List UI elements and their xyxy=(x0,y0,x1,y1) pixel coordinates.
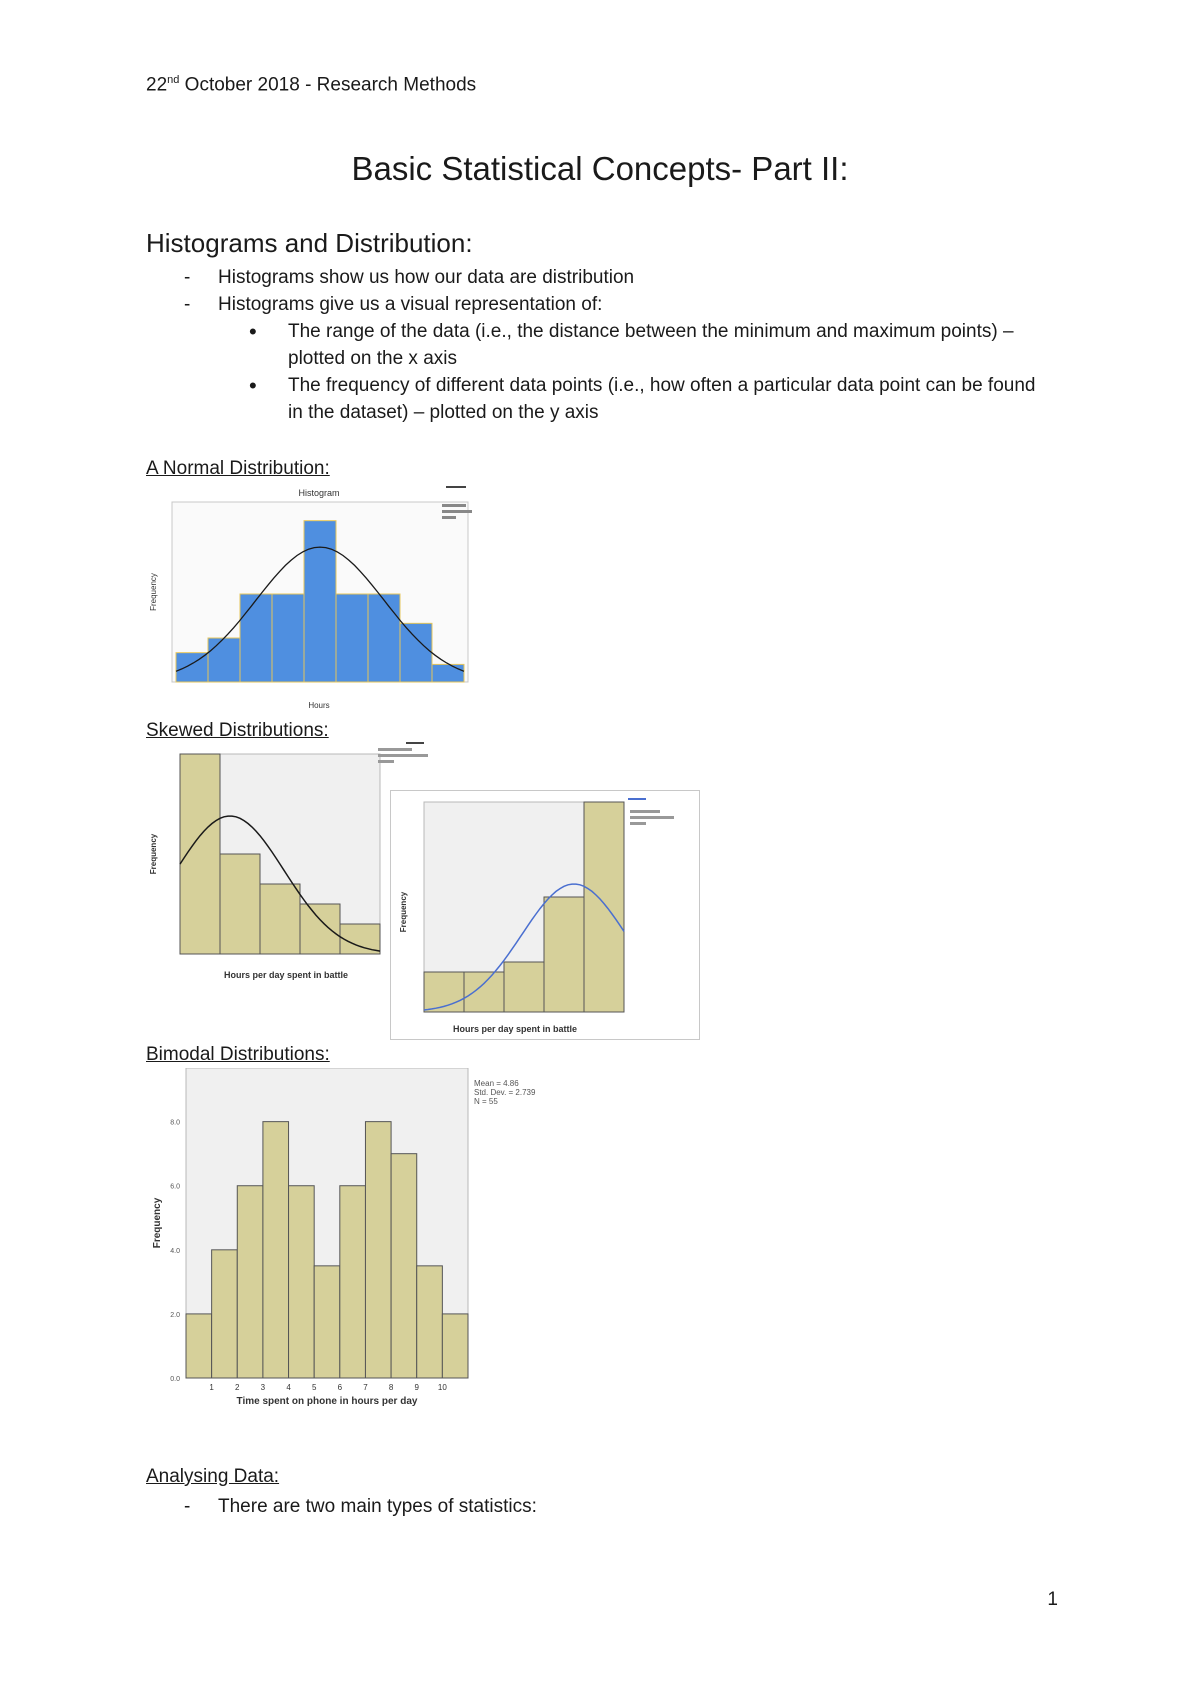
y-axis-label: Frequency xyxy=(152,1197,163,1249)
x-axis-label: Hours xyxy=(308,701,330,710)
histogram-bar xyxy=(464,972,504,1012)
normal-histogram-svg xyxy=(146,484,526,714)
list-item: • The range of the data (i.e., the distance between the minimum and maximum points) – plotted on the x axis xyxy=(215,318,1018,372)
chart-title: Histogram xyxy=(298,488,340,498)
x-tick-label: 1 xyxy=(209,1383,214,1392)
x-tick-label: 2 xyxy=(235,1383,240,1392)
stats-n: N = 55 xyxy=(474,1097,498,1106)
y-axis-label: Frequency xyxy=(399,891,408,933)
right-skewed-chart xyxy=(146,746,396,986)
histogram-bar xyxy=(300,904,340,954)
x-tick-label: 8 xyxy=(388,1383,394,1392)
histogram-bar xyxy=(220,854,260,954)
normal-distribution-chart xyxy=(146,484,526,714)
histogram-bar xyxy=(432,664,464,682)
histogram-bar xyxy=(289,1186,315,1378)
histogram-bar xyxy=(400,623,432,682)
stats-legend-svg xyxy=(378,740,438,770)
right-skewed-stats xyxy=(378,740,438,770)
x-axis-label: Hours per day spent in battle xyxy=(223,970,349,980)
histogram-bar xyxy=(272,594,304,682)
histogram-bar xyxy=(304,521,336,682)
bimodal-distributions-heading: Bimodal Distributions: xyxy=(146,1044,330,1065)
histogram-bar xyxy=(544,897,584,1012)
bimodal-chart xyxy=(146,1068,546,1408)
header-date-line: 22nd October 2018 - Research Methods xyxy=(146,74,477,96)
histogram-bar xyxy=(208,638,240,682)
histogram-bar xyxy=(240,594,272,682)
histogram-bar xyxy=(340,1186,366,1378)
list-item: • The frequency of different data points (i.e., how often a particular data point can be found in the dataset) – plotted on the y axis xyxy=(215,372,1048,426)
x-tick-label: 7 xyxy=(363,1383,368,1392)
list-item: - Histograms give us a visual representation of: • The range of the data (i.e., the distance between the minimum and maximum points) – plotted on the x axis • The frequency of different data points (i.e., how often a particular data point can be found in the dataset) – plotted on the y axis xyxy=(146,291,1048,426)
sub-bullet-list xyxy=(215,318,1048,426)
histogram-bar xyxy=(417,1266,443,1378)
y-tick-label: 2.0 xyxy=(170,1311,180,1319)
x-tick-label: 5 xyxy=(311,1383,317,1392)
left-skewed-chart xyxy=(390,790,700,1040)
histogram-bar xyxy=(442,1314,468,1378)
analysing-points xyxy=(146,1493,537,1520)
histogram-bar xyxy=(584,802,624,1012)
histogram-bar xyxy=(391,1154,417,1378)
histogram-bar xyxy=(237,1186,263,1378)
x-axis-label: Time spent on phone in hours per day xyxy=(236,1396,418,1407)
x-tick-label: 6 xyxy=(337,1383,343,1392)
y-tick-label: 8.0 xyxy=(170,1119,180,1127)
stats-text-block xyxy=(442,510,472,513)
stats-text-block xyxy=(442,516,456,519)
bimodal-histogram-svg xyxy=(146,1068,546,1408)
histogram-bar xyxy=(504,962,544,1012)
section-heading: Histograms and Distribution: xyxy=(146,228,473,258)
histogram-bar xyxy=(212,1250,238,1378)
y-tick-label: 0.0 xyxy=(170,1376,180,1383)
histogram-bar xyxy=(263,1122,289,1378)
left-skewed-histogram-svg xyxy=(390,790,700,1040)
list-item: - There are two main types of statistics: xyxy=(146,1493,537,1520)
x-tick-label: 10 xyxy=(437,1383,447,1392)
histogram-bar xyxy=(314,1266,340,1378)
histogram-bar xyxy=(365,1122,391,1378)
y-axis-label: Frequency xyxy=(149,833,158,875)
legend-line xyxy=(446,486,466,488)
stats-text-block xyxy=(442,504,466,507)
histogram-bar xyxy=(368,594,400,682)
histogram-bar xyxy=(186,1314,212,1378)
stats-std-dev: Std. Dev. = 2.739 xyxy=(474,1088,536,1097)
x-tick-label: 9 xyxy=(414,1383,419,1392)
y-tick-label: 4.0 xyxy=(170,1247,180,1255)
stats-mean: Mean = 4.86 xyxy=(474,1079,519,1088)
y-tick-label: 6.0 xyxy=(170,1183,180,1191)
x-axis-label: Hours per day spent in battle xyxy=(452,1024,578,1034)
page-title: Basic Statistical Concepts- Part II: xyxy=(351,150,849,187)
x-tick-label: 3 xyxy=(260,1383,266,1392)
y-axis-label: Frequency xyxy=(149,573,158,611)
page-number: 1 xyxy=(1047,1589,1058,1610)
skewed-distributions-heading: Skewed Distributions: xyxy=(146,720,329,741)
analysing-data-heading: Analysing Data: xyxy=(146,1466,280,1487)
histogram-bar xyxy=(336,594,368,682)
list-item: - Histograms show us how our data are distribution xyxy=(146,264,1048,291)
histogram-bar xyxy=(260,884,300,954)
normal-distribution-heading: A Normal Distribution: xyxy=(146,458,330,479)
x-tick-label: 4 xyxy=(286,1383,291,1392)
histogram-points xyxy=(146,264,1048,426)
right-skewed-histogram-svg xyxy=(146,746,396,986)
